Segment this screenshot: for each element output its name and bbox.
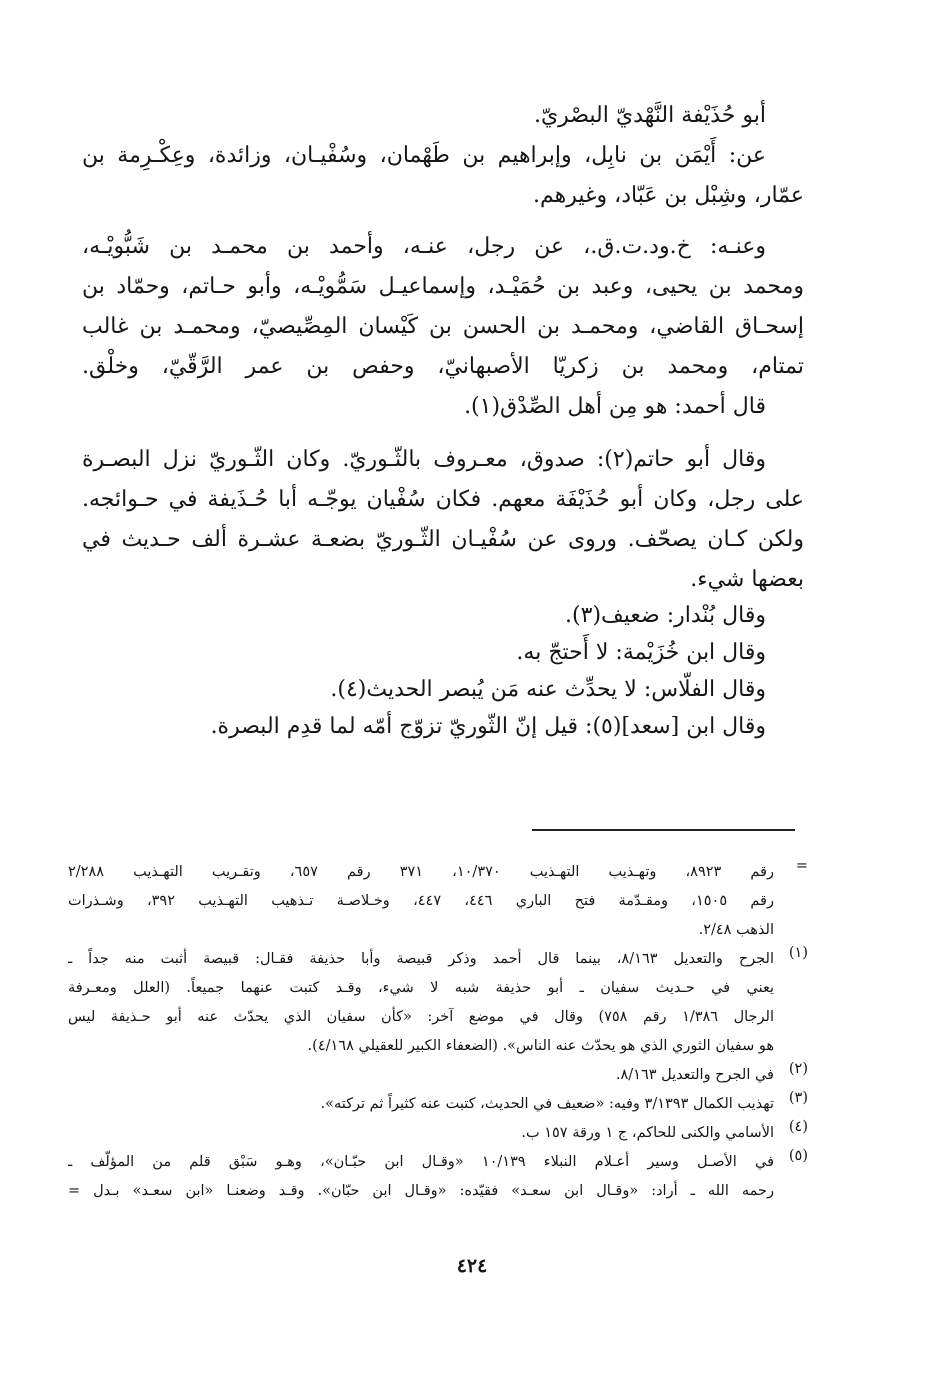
text-line: وقال ابن خُزَيْمة: لا أَحتجّ به. xyxy=(516,640,766,665)
text-line: وقال ابن [سعد](٥): قيل إنّ الثّوريّ تزوّج أمّه لما قدِم البصرة. xyxy=(210,714,766,739)
text-line: وقال أبو حاتم(٢): صدوق، معـروف بالثّـوريّ. وكان الثّـوريّ نزل البصـرة xyxy=(82,447,766,472)
biography-entry xyxy=(82,96,804,747)
footnote-2 xyxy=(68,1061,808,1090)
footnote-line: في الأصـل وسير أعـلام النبلاء ١٠/١٣٩ «وقـال ابن حبّـان»، وهـو سَبْق قلم من المؤلّف ـ xyxy=(68,1154,774,1170)
footnote-line: يعني في حـديث سفيان ـ أبو حذيفة شبه لا شيء، وقـد كتبت عنهما جميعاً. (العلل ومعـرفة xyxy=(68,980,774,996)
text-line: تمتام، ومحمد بن زكريّا الأصبهانيّ، وحفص بن عمر الرَّقّيّ، وخلْق. xyxy=(82,354,804,379)
footnote-line: الرجال ١/٣٨٦ رقم ٧٥٨) وقال في موضع آخر: «كأن سفيان الذي يحدّث عنه أبو حـذيفة ليس xyxy=(68,1009,774,1025)
ibn-saad-quote xyxy=(82,707,804,747)
footnote-5 xyxy=(68,1148,808,1206)
text-line: بعضها شيء. xyxy=(690,567,804,592)
text-line: عن: أَيْمَن بن نابِل، وإبراهيم بن طَهْمان، وسُفْيـان، وزائدة، وعِكْـرِمة بن xyxy=(82,143,766,168)
footnote-4 xyxy=(68,1119,808,1148)
footnote-line: تهذيب الكمال ٣/١٣٩٣ وفيه: «ضعيف في الحديث، كتبت عنه كثيراً ثم تركته». xyxy=(320,1096,774,1112)
ibn-khuzayma-quote xyxy=(82,633,804,673)
footnote-line: الجرح والتعديل ٨/١٦٣، بينما قال أحمد وذكر قبيصة وأبا حذيفة فقـال: قبيصة أثبت منه جداً ـ xyxy=(68,951,774,967)
heading-line: أبو حُذَيْفة النَّهْديّ البصْريّ. xyxy=(533,103,766,128)
footnote-continuation xyxy=(68,858,808,945)
footnote-mark: (٢) xyxy=(788,1061,808,1077)
footnote-1 xyxy=(68,945,808,1061)
footnote-line: رقم ١٥٠٥، ومقـدّمة فتح الباري ٤٤٦، ٤٤٧، وخـلاصـة تـذهيب التهـذيب ٣٩٢، وشـذرات xyxy=(68,893,774,909)
footnote-3 xyxy=(68,1090,808,1119)
entry-heading xyxy=(82,96,804,136)
text-line: وعنـه: خ.ود.ت.ق.، عن رجل، عنـه، وأحمد بن محمـد بن شَبُّويْـه، xyxy=(82,234,766,259)
footnote-line: الذهب ٢/٤٨. xyxy=(698,922,774,938)
footnote-mark: = xyxy=(795,858,808,874)
footnote-line: هو سفيان الثوري الذي هو يحدّث عنه الناس». (الضعفاء الكبير للعقيلي ٤/١٦٨). xyxy=(307,1038,774,1054)
text-line: عمّار، وشِبْل بن عَبّاد، وغيرهم. xyxy=(533,183,804,208)
footnote-line: الأسامي والكنى للحاكم، ج ١ ورقة ١٥٧ ب. xyxy=(521,1125,774,1141)
text-line: قال أحمد: هو مِن أهل الصِّدْق(١). xyxy=(464,394,766,419)
text-line: وقال الفلّاس: لا يحدِّث عنه مَن يُبصر الحديث(٤). xyxy=(330,677,766,702)
text-line: على رجل، وكان أبو حُذَيْفَة معهم. فكان سُفْيان يوجّـه أبا حُـذَيفة في حـوائجه. xyxy=(82,487,804,512)
text-line: ومحمد بن يحيى، وعبد بن حُمَيْـد، وإسماعيـل سَمُّويْـه، وأبو حـاتم، وحمّاد بن xyxy=(82,274,804,299)
page-number: ٤٢٤ xyxy=(456,1255,488,1277)
footnote-mark: (٣) xyxy=(788,1090,808,1106)
footnote-line: في الجرح والتعديل ٨/١٦٣. xyxy=(615,1067,774,1083)
footnote-line: رقم ٨٩٢٣، وتهـذيب التهـذيب ١٠/٣٧٠، ٣٧١ رقم ٦٥٧، وتقـريب التهـذيب ٢/٢٨٨ xyxy=(68,864,774,880)
footnotes xyxy=(68,858,808,1206)
footnote-mark: (٥) xyxy=(788,1148,808,1164)
ahmad-quote xyxy=(82,387,804,427)
footnote-line: رحمه الله ـ أراد: «وقـال ابن سعـد» فقيّده: «وقـال ابن حبّان». وقـد وضعنـا «ابن سعـد» بـدل = xyxy=(68,1183,774,1199)
bundar-quote xyxy=(82,596,804,636)
text-line: إسحـاق القاضي، ومحمـد بن الحسن بن كَيْسان المِصِّيصيّ، ومحمـد بن غالب xyxy=(82,314,804,339)
teachers-paragraph xyxy=(82,136,804,216)
footnote-separator xyxy=(532,829,795,831)
footnote-mark: (١) xyxy=(788,945,808,961)
text-line: وقال بُنْدار: ضعيف(٣). xyxy=(565,603,766,628)
footnote-mark: (٤) xyxy=(788,1119,808,1135)
fallas-quote xyxy=(82,670,804,710)
students-paragraph xyxy=(82,227,804,387)
text-line: ولكن كـان يصحّف. وروى عن سُفْيـان الثّـوريّ بضعـة عشـرة ألف حـديث في xyxy=(82,527,804,552)
abu-hatim-paragraph xyxy=(82,440,804,600)
